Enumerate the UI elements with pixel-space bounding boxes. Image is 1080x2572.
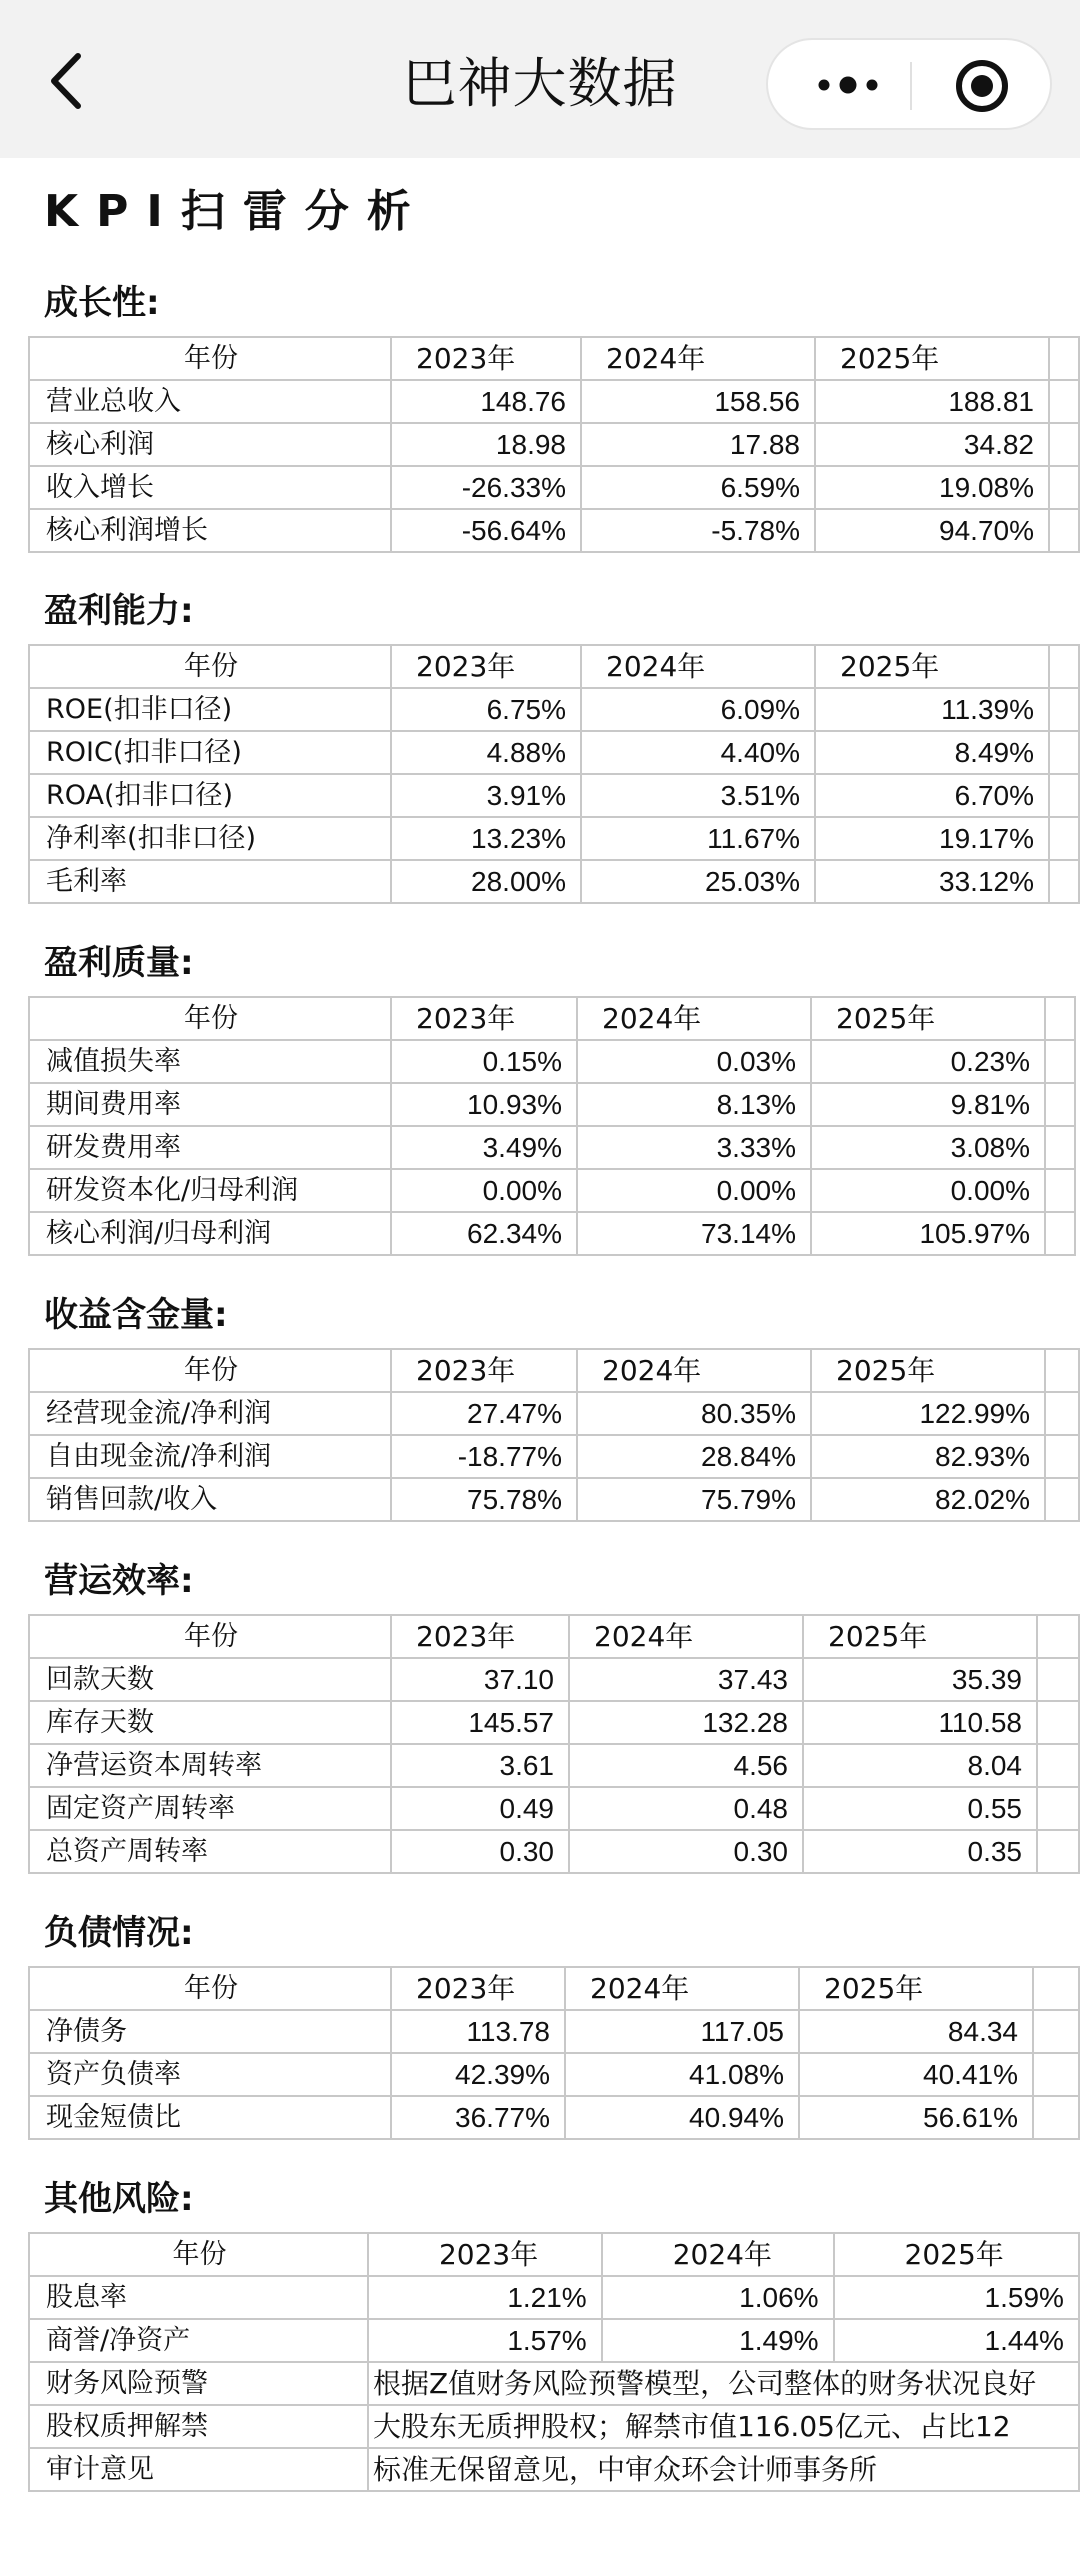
row-label: 核心利润增长 <box>29 509 391 552</box>
cell-value: 10.93% <box>391 1083 577 1126</box>
cell-value: 0.03% <box>577 1040 811 1083</box>
cell-value: 28.00% <box>391 860 581 903</box>
cut-cell <box>1037 1615 1079 1658</box>
header-cell: 2023年 <box>391 1349 577 1392</box>
section-title-profitability: 盈利能力: <box>44 591 194 631</box>
header-cell: 年份 <box>29 1615 391 1658</box>
profit-quality-table <box>28 996 1076 1256</box>
table-header-row <box>29 997 1075 1040</box>
row-label: 期间费用率 <box>29 1083 391 1126</box>
cell-value: -18.77% <box>391 1435 577 1478</box>
header-cell: 2025年 <box>811 997 1045 1040</box>
more-dots-icon <box>810 62 886 108</box>
cell-value: 0.00% <box>577 1169 811 1212</box>
header-cell: 2025年 <box>815 337 1049 380</box>
cut-cell <box>1045 1435 1079 1478</box>
cut-cell <box>1045 1212 1075 1255</box>
cell-value: 82.93% <box>811 1435 1045 1478</box>
table-header-row <box>29 1349 1079 1392</box>
cell-value: 37.43 <box>569 1658 803 1701</box>
row-label: ROIC(扣非口径) <box>29 731 391 774</box>
row-label: 减值损失率 <box>29 1040 391 1083</box>
table-row <box>29 774 1079 817</box>
cell-value: 13.23% <box>391 817 581 860</box>
cell-value: 113.78 <box>391 2010 565 2053</box>
table-row <box>29 1701 1079 1744</box>
cell-value: 1.49% <box>602 2319 834 2362</box>
cell-value: 3.61 <box>391 1744 569 1787</box>
cell-value: 34.82 <box>815 423 1049 466</box>
note-text: 大股东无质押股权；解禁市值116.05亿元、占比12 <box>368 2405 1079 2448</box>
cut-cell <box>1045 1349 1079 1392</box>
cut-cell <box>1045 1392 1079 1435</box>
section-title-growth: 成长性: <box>44 283 160 323</box>
close-button[interactable] <box>954 58 1010 114</box>
row-label: 研发资本化/归母利润 <box>29 1169 391 1212</box>
cell-value: 73.14% <box>577 1212 811 1255</box>
table-row <box>29 1744 1079 1787</box>
header-cell: 2023年 <box>391 1615 569 1658</box>
cut-cell <box>1049 509 1079 552</box>
header-cell: 2025年 <box>834 2233 1079 2276</box>
cell-value: 110.58 <box>803 1701 1037 1744</box>
cell-value: 105.97% <box>811 1212 1045 1255</box>
cell-value: 6.09% <box>581 688 815 731</box>
table-row <box>29 817 1079 860</box>
cell-value: 17.88 <box>581 423 815 466</box>
cell-value: 6.75% <box>391 688 581 731</box>
cut-cell <box>1049 645 1079 688</box>
table-row <box>29 1787 1079 1830</box>
cut-cell <box>1049 817 1079 860</box>
cell-value: 0.35 <box>803 1830 1037 1873</box>
row-label: 收入增长 <box>29 466 391 509</box>
section-title-profit-quality: 盈利质量: <box>44 943 194 983</box>
cell-value: 8.04 <box>803 1744 1037 1787</box>
cut-cell <box>1049 774 1079 817</box>
cell-value: 158.56 <box>581 380 815 423</box>
row-label: 财务风险预警 <box>29 2362 368 2405</box>
row-label: 固定资产周转率 <box>29 1787 391 1830</box>
row-label: 商誉/净资产 <box>29 2319 368 2362</box>
cell-value: 0.00% <box>391 1169 577 1212</box>
earnings-cash-table <box>28 1348 1080 1522</box>
table-row <box>29 2362 1079 2405</box>
table-row <box>29 1040 1075 1083</box>
cell-value: 132.28 <box>569 1701 803 1744</box>
row-label: 毛利率 <box>29 860 391 903</box>
nav-title: 巴神大数据 <box>402 52 678 115</box>
cell-value: 4.40% <box>581 731 815 774</box>
cut-cell <box>1049 380 1079 423</box>
cell-value: 145.57 <box>391 1701 569 1744</box>
cell-value: -56.64% <box>391 509 581 552</box>
cell-value: 0.15% <box>391 1040 577 1083</box>
cell-value: 1.59% <box>834 2276 1079 2319</box>
table-row <box>29 860 1079 903</box>
header-cell: 2024年 <box>569 1615 803 1658</box>
table-row <box>29 2096 1079 2139</box>
table-header-row <box>29 645 1079 688</box>
cell-value: 0.55 <box>803 1787 1037 1830</box>
row-label: 核心利润 <box>29 423 391 466</box>
header-cell: 2024年 <box>577 997 811 1040</box>
cell-value: -26.33% <box>391 466 581 509</box>
cut-cell <box>1037 1701 1079 1744</box>
section-title-operating-efficiency: 营运效率: <box>44 1561 194 1601</box>
section-title-other-risks: 其他风险: <box>44 2179 194 2219</box>
cell-value: 11.39% <box>815 688 1049 731</box>
cell-value: 28.84% <box>577 1435 811 1478</box>
cut-cell <box>1045 1169 1075 1212</box>
cell-value: 33.12% <box>815 860 1049 903</box>
cell-value: 19.08% <box>815 466 1049 509</box>
table-row <box>29 1126 1075 1169</box>
header-cell: 2023年 <box>391 1967 565 2010</box>
cell-value: 4.56 <box>569 1744 803 1787</box>
row-label: 净债务 <box>29 2010 391 2053</box>
row-label: ROA(扣非口径) <box>29 774 391 817</box>
header-cell: 年份 <box>29 337 391 380</box>
cell-value: 18.98 <box>391 423 581 466</box>
cell-value: 11.67% <box>581 817 815 860</box>
cell-value: 35.39 <box>803 1658 1037 1701</box>
header-cell: 2024年 <box>565 1967 799 2010</box>
cell-value: 6.59% <box>581 466 815 509</box>
row-label: 审计意见 <box>29 2448 368 2491</box>
cell-value: 3.08% <box>811 1126 1045 1169</box>
header-cell: 年份 <box>29 1349 391 1392</box>
table-row <box>29 731 1079 774</box>
cut-cell <box>1045 997 1075 1040</box>
cell-value: 3.91% <box>391 774 581 817</box>
table-row <box>29 1392 1079 1435</box>
row-label: 核心利润/归母利润 <box>29 1212 391 1255</box>
table-row <box>29 688 1079 731</box>
cut-cell <box>1049 860 1079 903</box>
cell-value: 75.78% <box>391 1478 577 1521</box>
row-label: 自由现金流/净利润 <box>29 1435 391 1478</box>
cell-value: 0.48 <box>569 1787 803 1830</box>
table-row <box>29 1658 1079 1701</box>
cut-cell <box>1049 731 1079 774</box>
debt-table <box>28 1966 1080 2140</box>
cell-value: 0.23% <box>811 1040 1045 1083</box>
table-row <box>29 2053 1079 2096</box>
cut-cell <box>1037 1744 1079 1787</box>
cell-value: 3.33% <box>577 1126 811 1169</box>
cut-cell <box>1033 2010 1079 2053</box>
capsule-divider <box>910 62 912 110</box>
cell-value: 117.05 <box>565 2010 799 2053</box>
header-cell: 年份 <box>29 645 391 688</box>
cut-cell <box>1045 1040 1075 1083</box>
cell-value: 0.49 <box>391 1787 569 1830</box>
row-label: 回款天数 <box>29 1658 391 1701</box>
cell-value: 42.39% <box>391 2053 565 2096</box>
row-label: 资产负债率 <box>29 2053 391 2096</box>
cut-cell <box>1037 1787 1079 1830</box>
table-row <box>29 1830 1079 1873</box>
cell-value: 188.81 <box>815 380 1049 423</box>
cut-cell <box>1049 688 1079 731</box>
cut-cell <box>1049 466 1079 509</box>
row-label: 总资产周转率 <box>29 1830 391 1873</box>
header-cell: 2023年 <box>391 997 577 1040</box>
header-cell: 2023年 <box>391 645 581 688</box>
cell-value: 8.49% <box>815 731 1049 774</box>
cell-value: -5.78% <box>581 509 815 552</box>
row-label: 净营运资本周转率 <box>29 1744 391 1787</box>
row-label: 营业总收入 <box>29 380 391 423</box>
growth-table <box>28 336 1080 553</box>
cut-cell <box>1033 2053 1079 2096</box>
row-label: 经营现金流/净利润 <box>29 1392 391 1435</box>
header-cell: 年份 <box>29 997 391 1040</box>
table-row <box>29 2319 1079 2362</box>
cell-value: 80.35% <box>577 1392 811 1435</box>
cell-value: 84.34 <box>799 2010 1033 2053</box>
table-row <box>29 1083 1075 1126</box>
cell-value: 40.41% <box>799 2053 1033 2096</box>
table-row <box>29 1435 1079 1478</box>
cell-value: 3.51% <box>581 774 815 817</box>
table-row <box>29 466 1079 509</box>
row-label: 股权质押解禁 <box>29 2405 368 2448</box>
header-cell: 2025年 <box>815 645 1049 688</box>
row-label: ROE(扣非口径) <box>29 688 391 731</box>
table-row <box>29 1478 1079 1521</box>
cell-value: 94.70% <box>815 509 1049 552</box>
row-label: 研发费用率 <box>29 1126 391 1169</box>
cell-value: 82.02% <box>811 1478 1045 1521</box>
row-label: 销售回款/收入 <box>29 1478 391 1521</box>
table-row <box>29 380 1079 423</box>
table-row <box>29 423 1079 466</box>
cell-value: 1.21% <box>368 2276 602 2319</box>
cell-value: 41.08% <box>565 2053 799 2096</box>
row-label: 现金短债比 <box>29 2096 391 2139</box>
row-label: 库存天数 <box>29 1701 391 1744</box>
header-cell: 2024年 <box>581 337 815 380</box>
table-row <box>29 509 1079 552</box>
cut-cell <box>1037 1658 1079 1701</box>
cell-value: 3.49% <box>391 1126 577 1169</box>
cell-value: 36.77% <box>391 2096 565 2139</box>
other-risks-table <box>28 2232 1080 2492</box>
cell-value: 37.10 <box>391 1658 569 1701</box>
cell-value: 25.03% <box>581 860 815 903</box>
target-circle-icon <box>954 58 1010 114</box>
table-header-row <box>29 1967 1079 2010</box>
cell-value: 0.30 <box>569 1830 803 1873</box>
header-cell: 2024年 <box>581 645 815 688</box>
table-row <box>29 2276 1079 2319</box>
cut-cell <box>1033 1967 1079 2010</box>
cell-value: 0.00% <box>811 1169 1045 1212</box>
cell-value: 4.88% <box>391 731 581 774</box>
section-title-debt: 负债情况: <box>44 1913 194 1953</box>
table-row <box>29 1212 1075 1255</box>
cut-cell <box>1045 1478 1079 1521</box>
table-row <box>29 2448 1079 2491</box>
cell-value: 40.94% <box>565 2096 799 2139</box>
row-label: 股息率 <box>29 2276 368 2319</box>
table-row <box>29 2010 1079 2053</box>
page-title: KPI扫雷分析 <box>44 186 429 237</box>
header-cell: 2024年 <box>577 1349 811 1392</box>
cell-value: 56.61% <box>799 2096 1033 2139</box>
header-cell: 2025年 <box>803 1615 1037 1658</box>
table-row <box>29 1169 1075 1212</box>
mini-program-capsule <box>766 38 1052 130</box>
cell-value: 19.17% <box>815 817 1049 860</box>
cut-cell <box>1049 423 1079 466</box>
header-cell: 年份 <box>29 2233 368 2276</box>
header-cell: 2023年 <box>391 337 581 380</box>
row-label: 净利率(扣非口径) <box>29 817 391 860</box>
cell-value: 1.06% <box>602 2276 834 2319</box>
cut-cell <box>1049 337 1079 380</box>
cell-value: 6.70% <box>815 774 1049 817</box>
cell-value: 148.76 <box>391 380 581 423</box>
header-cell: 2024年 <box>602 2233 834 2276</box>
header-cell: 2023年 <box>368 2233 602 2276</box>
cell-value: 62.34% <box>391 1212 577 1255</box>
note-text: 标准无保留意见，中审众环会计师事务所 <box>368 2448 1079 2491</box>
cell-value: 9.81% <box>811 1083 1045 1126</box>
cell-value: 1.44% <box>834 2319 1079 2362</box>
operating-efficiency-table <box>28 1614 1080 1874</box>
cell-value: 8.13% <box>577 1083 811 1126</box>
header-cell: 2025年 <box>799 1967 1033 2010</box>
cell-value: 1.57% <box>368 2319 602 2362</box>
cell-value: 122.99% <box>811 1392 1045 1435</box>
cell-value: 75.79% <box>577 1478 811 1521</box>
table-header-row <box>29 337 1079 380</box>
profitability-table <box>28 644 1080 904</box>
table-row <box>29 2405 1079 2448</box>
cut-cell <box>1045 1083 1075 1126</box>
header-cell: 2025年 <box>811 1349 1045 1392</box>
header-cell: 年份 <box>29 1967 391 2010</box>
cut-cell <box>1045 1126 1075 1169</box>
table-header-row <box>29 1615 1079 1658</box>
note-text: 根据Z值财务风险预警模型，公司整体的财务状况良好 <box>368 2362 1079 2405</box>
cell-value: 27.47% <box>391 1392 577 1435</box>
cut-cell <box>1037 1830 1079 1873</box>
more-button[interactable] <box>810 62 886 108</box>
top-nav-bar <box>0 0 1080 158</box>
cell-value: 0.30 <box>391 1830 569 1873</box>
cut-cell <box>1033 2096 1079 2139</box>
table-header-row <box>29 2233 1079 2276</box>
section-title-earnings-cash: 收益含金量: <box>44 1295 228 1335</box>
